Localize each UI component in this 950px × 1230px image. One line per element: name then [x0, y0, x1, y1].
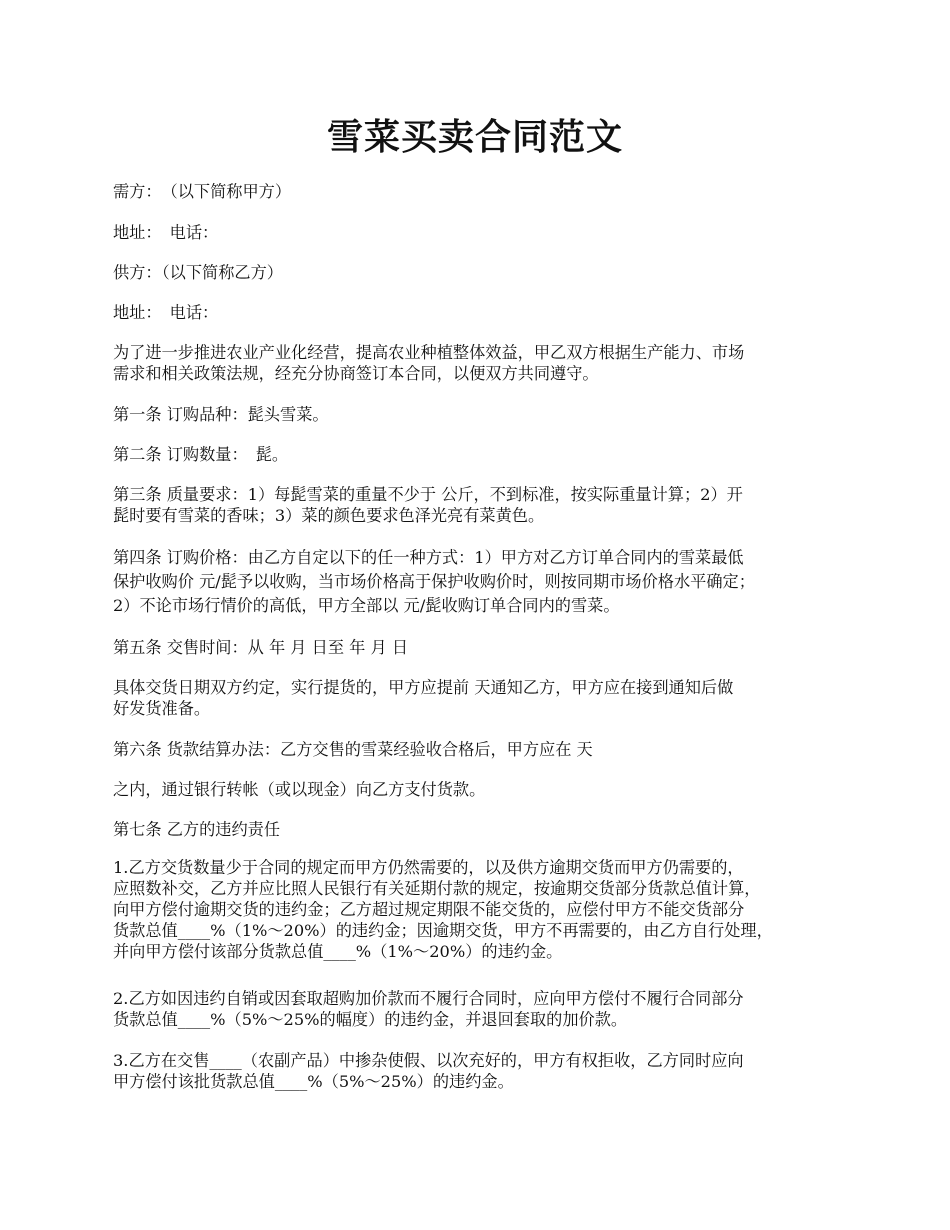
seller-address-line: 地址： 电话： — [113, 303, 219, 322]
buyer-address-line: 地址： 电话： — [113, 223, 219, 242]
clause-1-line: 并向甲方偿付该部分货款总值____%（1%～20%）的违约金。 — [113, 942, 563, 961]
clause-2-line: 2.乙方如因违约自销或因套取超购加价款而不履行合同时，应向甲方偿付不履行合同部分 — [113, 989, 744, 1008]
article-3 — [113, 484, 858, 526]
buyer-line: 需方： （以下简称甲方） — [113, 182, 292, 201]
preamble-paragraph — [113, 342, 858, 384]
delivery-line: 具体交货日期双方约定，实行提货的，甲方应提前 天通知乙方，甲方应在接到通知后做 — [113, 678, 734, 697]
clause-2 — [113, 988, 858, 1030]
clause-3 — [113, 1050, 858, 1092]
delivery-line: 好发货准备。 — [113, 699, 211, 718]
document-title: 雪菜买卖合同范文 — [326, 116, 623, 158]
clause-1-line: 货款总值____%（1%～20%）的违约金；因逾期交货，甲方不再需要的，由乙方自行处理， — [113, 921, 773, 940]
article-4-line: 第四条 订购价格：由乙方自定以下的任一种方式：1）甲方对乙方订单合同内的雪菜最低 — [113, 548, 744, 567]
article-4-line: 2）不论市场行情价的高低，甲方全部以 元/髭收购订单合同内的雪菜。 — [113, 596, 620, 615]
article-4-line: 保护收购价 元/髭予以收购，当市场价格高于保护收购价时，则按同期市场价格水平确定； — [113, 572, 755, 591]
clause-1 — [113, 857, 858, 962]
article-7: 第七条 乙方的违约责任 — [113, 820, 281, 839]
clause-2-line: 货款总值____%（5%～25%的幅度）的违约金，并退回套取的加价款。 — [113, 1010, 628, 1029]
article-4 — [113, 546, 858, 618]
preamble-line: 为了进一步推进农业产业化经营，提高农业种植整体效益，甲乙双方根据生产能力、市场 — [113, 343, 745, 362]
clause-1-line: 1.乙方交货数量少于合同的规定而甲方仍然需要的，以及供方逾期交货而甲方仍需要的， — [113, 858, 744, 877]
preamble-line: 需求和相关政策法规，经充分协商签订本合同，以便双方共同遵守。 — [113, 364, 599, 383]
clause-1-line: 应照数补交，乙方并应比照人民银行有关延期付款的规定，按逾期交货部分货款总值计算， — [113, 879, 761, 898]
clause-3-line: 甲方偿付该批货款总值____%（5%～25%）的违约金。 — [113, 1072, 514, 1091]
article-1: 第一条 订购品种：髭头雪菜。 — [113, 405, 329, 424]
clause-3-line: 3.乙方在交售____（农副产品）中掺杂使假、以次充好的，甲方有权拒收，乙方同时应向 — [113, 1051, 744, 1070]
delivery-paragraph — [113, 677, 843, 719]
clause-1-line: 向甲方偿付逾期交货的违约金；乙方超过规定期限不能交货的，应偿付甲方不能交货部分 — [113, 900, 745, 919]
article-2: 第二条 订购数量： 髭。 — [113, 445, 289, 464]
seller-line: 供方：（以下简称乙方） — [113, 263, 283, 282]
article-3-line: 第三条 质量要求：1）每髭雪菜的重量不少于 公斤，不到标准，按实际重量计算；2）开 — [113, 485, 743, 504]
article-5: 第五条 交售时间：从 年 月 日至 年 月 日 — [113, 638, 409, 657]
article-6-continued: 之内，通过银行转帐（或以现金）向乙方支付货款。 — [113, 780, 486, 799]
article-6: 第六条 货款结算办法：乙方交售的雪菜经验收合格后，甲方应在 天 — [113, 740, 593, 759]
article-3-line: 髭时要有雪菜的香味；3）菜的颜色要求色泽光亮有菜黄色。 — [113, 506, 545, 525]
